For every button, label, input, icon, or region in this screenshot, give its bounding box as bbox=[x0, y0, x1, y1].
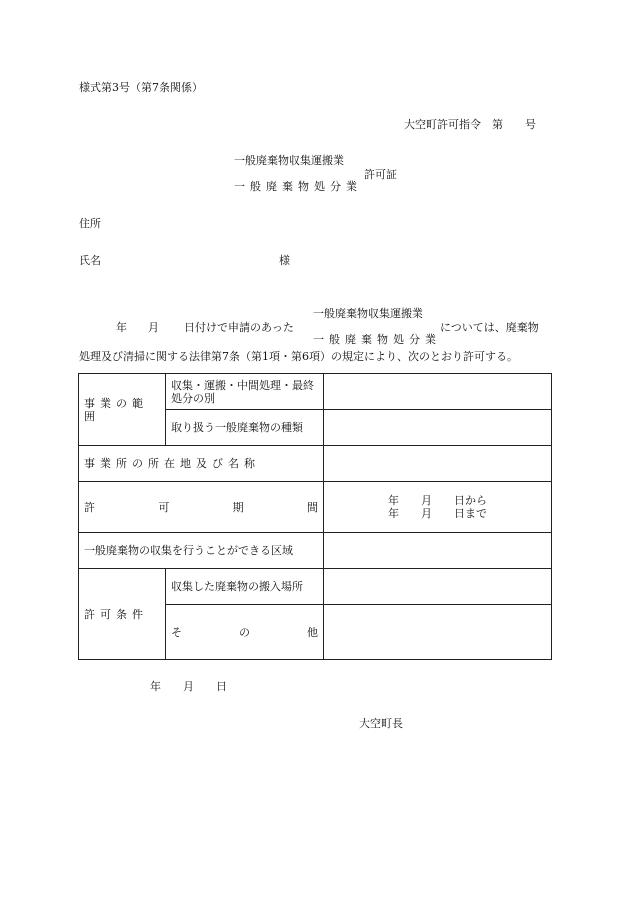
form-number: 様式第3号（第7条関係） bbox=[79, 81, 203, 94]
period-char-1: 許 bbox=[84, 500, 95, 514]
permit-table bbox=[78, 373, 552, 660]
issuer: 大空町長 bbox=[359, 717, 403, 730]
other-char-2: の bbox=[239, 625, 250, 639]
period-label-spread bbox=[84, 501, 318, 514]
name-label: 氏名 bbox=[79, 254, 101, 267]
scope-label: 事業の範囲 bbox=[79, 374, 166, 446]
issue-date: 年 月 日 bbox=[150, 680, 227, 693]
other-char-3: 他 bbox=[307, 625, 318, 639]
body-line2: 処理及び清掃に関する法律第7条（第1項・第6項）の規定により、次のとおり許可する。 bbox=[79, 350, 518, 363]
area-value bbox=[324, 533, 552, 569]
permit-number: 大空町許可指令 第 号 bbox=[404, 118, 536, 131]
conditions-other-value bbox=[324, 605, 552, 660]
period-char-2: 可 bbox=[158, 500, 170, 514]
conditions-item-destination: 収集した廃棄物の搬入場所 bbox=[166, 569, 324, 605]
body-year: 年 bbox=[116, 321, 127, 334]
title-line-collection: 一般廃棄物収集運搬業 bbox=[234, 154, 344, 167]
title-permit: 許可証 bbox=[364, 168, 397, 181]
conditions-other-spread bbox=[171, 626, 318, 639]
conditions-destination-value bbox=[324, 569, 552, 605]
conditions-item-other bbox=[166, 605, 324, 660]
period-from: 年 月 日から bbox=[388, 494, 487, 507]
scope-item-type: 取り扱う一般廃棄物の種類 bbox=[166, 410, 324, 446]
period-to: 年 月 日まで bbox=[388, 507, 487, 520]
period-label bbox=[79, 482, 324, 533]
address-label: 住所 bbox=[79, 217, 101, 230]
body-bracket-collection: 一般廃棄物収集運搬業 bbox=[313, 307, 423, 320]
period-value bbox=[324, 482, 552, 533]
period-char-4: 間 bbox=[306, 500, 318, 514]
body-bracket-disposal: 一般廃棄物処分業 bbox=[313, 333, 441, 346]
office-value bbox=[324, 446, 552, 482]
title-line-disposal: 一般廃棄物処分業 bbox=[234, 180, 362, 193]
honorific: 様 bbox=[279, 254, 290, 267]
office-label: 事業所の所在地及び名称 bbox=[79, 446, 324, 482]
area-label: 一般廃棄物の収集を行うことができる区域 bbox=[79, 533, 324, 569]
scope-kind-value bbox=[324, 374, 552, 410]
scope-item-kind: 収集・運搬・中間処理・最終処分の別 bbox=[166, 374, 324, 410]
period-char-3: 期 bbox=[232, 500, 244, 514]
scope-type-value bbox=[324, 410, 552, 446]
body-date-text: 日付けで申請のあった bbox=[184, 321, 294, 334]
body-tail: については、廃棄物 bbox=[440, 321, 539, 334]
conditions-label: 許可条件 bbox=[79, 569, 166, 660]
body-month: 月 bbox=[148, 321, 159, 334]
other-char-1: そ bbox=[171, 625, 182, 639]
